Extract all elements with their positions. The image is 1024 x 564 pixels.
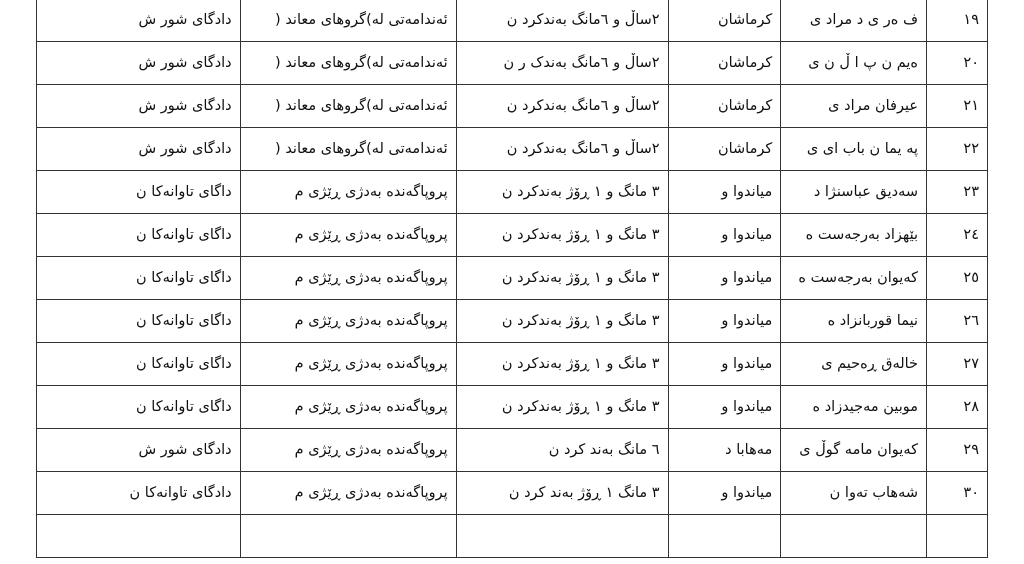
court-cell: دادگای شور ش [37,42,241,85]
city-cell: میاندوا و [668,257,781,300]
row-number-cell: ٢٣ [927,171,988,214]
charge-cell [240,515,456,558]
charge-cell: پروپاگەندە بەدژی ڕێژی م [240,343,456,386]
person-name-cell: کەیوان بەرجەست ە [781,257,927,300]
table-row [37,257,988,300]
sentence-cell: ٢ساڵ و ٦مانگ بەندکرد ن [456,85,668,128]
city-cell: میاندوا و [668,343,781,386]
row-number-cell: ٢٥ [927,257,988,300]
table-row [37,386,988,429]
charge-cell: ئەندامەتی لە)گروهای معاند ( [240,42,456,85]
records-table-body [37,0,988,558]
sentence-cell: ٣ مانگ و ١ ڕۆژ بەندکرد ن [456,257,668,300]
sentence-cell: ٣ مانگ و ١ ڕۆژ بەندکرد ن [456,386,668,429]
court-cell: دادگای تاوانەکا ن [37,472,241,515]
person-name-cell: کەیوان مامە گوڵ ی [781,429,927,472]
court-cell: داگای تاوانەکا ن [37,171,241,214]
person-name-cell: سەدیق عباسنژا د [781,171,927,214]
sentence-cell: ٣ مانگ و ١ ڕۆژ بەندکرد ن [456,171,668,214]
charge-cell: پروپاگەندە بەدژی ڕێژی م [240,472,456,515]
sentence-cell: ٣ مانگ و ١ ڕۆژ بەندکرد ن [456,300,668,343]
charge-cell: پروپاگەندە بەدژی ڕێژی م [240,386,456,429]
court-cell [37,515,241,558]
city-cell: کرماشان [668,128,781,171]
city-cell: میاندوا و [668,472,781,515]
court-cell: دادگای شور ش [37,0,241,42]
court-cell: داگای تاوانەکا ن [37,343,241,386]
table-row [37,515,988,558]
table-row [37,429,988,472]
row-number-cell: ٢٦ [927,300,988,343]
city-cell [668,515,781,558]
person-name-cell: ف ەر ی د مراد ی [781,0,927,42]
records-table [36,0,988,558]
charge-cell: پروپاگەندە بەدژی ڕێژی م [240,300,456,343]
table-row [37,42,988,85]
court-cell: دادگای شور ش [37,85,241,128]
row-number-cell: ٢٠ [927,42,988,85]
table-row [37,343,988,386]
person-name-cell: بێهزاد بەرجەست ە [781,214,927,257]
court-cell: داگای تاوانەکا ن [37,300,241,343]
city-cell: کرماشان [668,42,781,85]
sentence-cell: ٢ساڵ و ٦مانگ بەندکرد ن [456,128,668,171]
person-name-cell: عیرفان مراد ی [781,85,927,128]
row-number-cell [927,515,988,558]
person-name-cell: نیما قوربانزاد ە [781,300,927,343]
table-row [37,300,988,343]
person-name-cell: شەهاب تەوا ن [781,472,927,515]
city-cell: مەهابا د [668,429,781,472]
sentence-cell: ٣ مانگ و ١ ڕۆژ بەندکرد ن [456,343,668,386]
person-name-cell: موبین مەجیدزاد ە [781,386,927,429]
row-number-cell: ٢٤ [927,214,988,257]
charge-cell: ئەندامەتی لە)گروهای معاند ( [240,128,456,171]
table-row [37,214,988,257]
charge-cell: ئەندامەتی لە)گروهای معاند ( [240,0,456,42]
table-row [37,0,988,42]
row-number-cell: ١٩ [927,0,988,42]
court-cell: دادگای شور ش [37,128,241,171]
sentence-cell: ٣ مانگ ١ ڕۆژ بەند کرد ن [456,472,668,515]
court-cell: دادگای شور ش [37,429,241,472]
person-name-cell: خالەق ڕەحیم ی [781,343,927,386]
charge-cell: پروپاگەندە بەدژی ڕێژی م [240,257,456,300]
row-number-cell: ٣٠ [927,472,988,515]
sentence-cell [456,515,668,558]
person-name-cell: ەیم ن پ ا ڵ ن ی [781,42,927,85]
table-row [37,85,988,128]
charge-cell: پروپاگەندە بەدژی ڕێژی م [240,171,456,214]
city-cell: میاندوا و [668,300,781,343]
court-cell: داگای تاوانەکا ن [37,214,241,257]
row-number-cell: ٢٢ [927,128,988,171]
row-number-cell: ٢٧ [927,343,988,386]
city-cell: میاندوا و [668,214,781,257]
charge-cell: پروپاگەندە بەدژی ڕێژی م [240,214,456,257]
sentence-cell: ٢ساڵ و ٦مانگ بەندک ر ن [456,42,668,85]
table-row [37,128,988,171]
table-row [37,472,988,515]
sentence-cell: ٦ مانگ بەند کرد ن [456,429,668,472]
court-cell: داگای تاوانەکا ن [37,257,241,300]
city-cell: میاندوا و [668,386,781,429]
court-cell: داگای تاوانەکا ن [37,386,241,429]
sentence-cell: ٣ مانگ و ١ ڕۆژ بەندکرد ن [456,214,668,257]
city-cell: کرماشان [668,85,781,128]
table-row [37,171,988,214]
city-cell: کرماشان [668,0,781,42]
charge-cell: ئەندامەتی لە)گروهای معاند ( [240,85,456,128]
row-number-cell: ٢٩ [927,429,988,472]
row-number-cell: ٢٨ [927,386,988,429]
city-cell: میاندوا و [668,171,781,214]
sentence-cell: ٢ساڵ و ٦مانگ بەندکرد ن [456,0,668,42]
person-name-cell [781,515,927,558]
row-number-cell: ٢١ [927,85,988,128]
charge-cell: پروپاگەندە بەدژی ڕێژی م [240,429,456,472]
person-name-cell: پە یما ن باب ای ی [781,128,927,171]
